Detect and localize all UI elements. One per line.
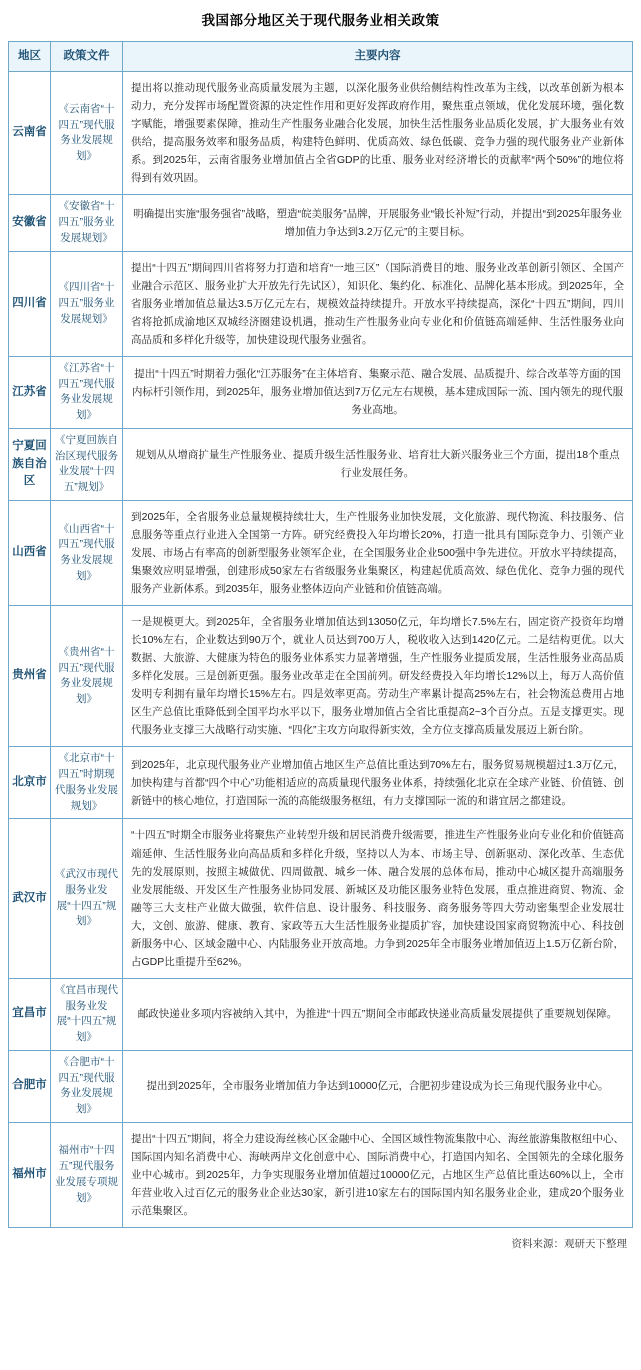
column-header-content: 主要内容 <box>123 41 633 71</box>
cell-content: 到2025年，北京现代服务业产业增加值占地区生产总值比重达到70%左右，服务贸易规模超过1.3万亿元，加快构建与首都“四个中心”功能相适应的高质量现代服务业体系，持续强化北京在全球产业链、价值链、创新链中的核心地位，打造国际一流的高能级服务枢纽，有力支撑国际一流的和谐宜居之都建设。 <box>123 747 633 819</box>
cell-document: 《四川省“十四五”服务业发展规划》 <box>51 251 123 356</box>
cell-region: 江苏省 <box>9 356 51 428</box>
cell-content: 提出到2025年，全市服务业增加值力争达到10000亿元，合肥初步建设成为长三角现代服务业中心。 <box>123 1050 633 1122</box>
table-header-row <box>9 41 633 71</box>
cell-document: 《武汉市现代服务业发展“十四五”规划》 <box>51 819 123 978</box>
cell-region: 宁夏回族自治区 <box>9 428 51 500</box>
cell-content: 提出“十四五”期间，将全力建设海丝核心区金融中心、全国区域性物流集散中心、海丝旅游集散枢纽中心、国际国内知名消费中心、海峡两岸文化创意中心、国际消费中心，打造国内知名、全国领先的全球化服务业中心城市。到2025年，力争实现服务业增加值超过10000亿元，占地区生产总值比重达60%以上，全市年营业收入过百亿元的服务业企业达30家，新引进10家左右的国际国内知名服务业企业，建成20个服务业示范集聚区。 <box>123 1122 633 1227</box>
cell-document: 《北京市“十四五”时期现代服务业发展规划》 <box>51 747 123 819</box>
table-row <box>9 251 633 356</box>
table-row <box>9 195 633 251</box>
table-body <box>9 72 633 1228</box>
page-title: 我国部分地区关于现代服务业相关政策 <box>201 13 440 28</box>
table-row <box>9 978 633 1050</box>
cell-document: 《合肥市“十四五”现代服务业发展规划》 <box>51 1050 123 1122</box>
policy-table <box>8 41 633 1228</box>
source-note: 资料来源：观研天下整理 <box>511 1238 627 1251</box>
table-row <box>9 1122 633 1227</box>
table-row <box>9 428 633 500</box>
table-row <box>9 747 633 819</box>
column-header-region: 地区 <box>9 41 51 71</box>
table-row <box>9 606 633 747</box>
table-row <box>9 819 633 978</box>
cell-region: 福州市 <box>9 1122 51 1227</box>
cell-region: 合肥市 <box>9 1050 51 1122</box>
cell-region: 北京市 <box>9 747 51 819</box>
table-row <box>9 500 633 605</box>
cell-document: 《宁夏回族自治区现代服务业发展“十四五”规划》 <box>51 428 123 500</box>
cell-document: 《云南省“十四五”现代服务业发展规划》 <box>51 72 123 195</box>
table-row <box>9 72 633 195</box>
cell-content: 提出“十四五”期间四川省将努力打造和培育“一地三区”（国际消费目的地、服务业改革创新引领区、全国产业融合示范区、服务业扩大开放先行先试区），知识化、集约化、标准化、品牌化基本形成。到2025年，全省服务业增加值总量达3.5万亿元左右，规模效益持续提升。开放水平持续提高，深化“十四五”期间，四川省将抢抓成渝地区双城经济圈建设机遇，推动生产性服务业向专业化和价值链高端延伸、生活性服务业向高品质和多样化升级等，加快建设现代服务业强省。 <box>123 251 633 356</box>
cell-region: 安徽省 <box>9 195 51 251</box>
table-row <box>9 356 633 428</box>
cell-region: 贵州省 <box>9 606 51 747</box>
cell-document: 《安徽省“十四五”服务业发展规划》 <box>51 195 123 251</box>
table-header <box>9 41 633 71</box>
cell-document: 《山西省“十四五”现代服务业发展规划》 <box>51 500 123 605</box>
table-row <box>9 1050 633 1122</box>
cell-content: 一是规模更大。到2025年，全省服务业增加值达到13050亿元，年均增长7.5%左右，固定资产投资年均增长10%左右，企业数达到90万个，就业人员达到700万人，税收收入达到1420亿元。二是结构更优。以大数据、大旅游、大健康为特色的服务业体系实力显著增强，生产性服务业提质发展，生活性服务业高品质多样化发展。三是创新更强。服务业改革走在全国前列。研发经费投入年均增长12%以上，每万人高价值发明专利拥有量年均增长15%左右。四是效率更高。劳动生产率累计提高25%左右，社会物流总费用占地区生产总值比重降低到全国平均水平以下，服务业增加值占全省比重提高2~3个百分点。五是支撑更实。现代服务业支撑三大战略行动实施、“四化”主攻方向取得新实效，全方位支撑高质量发展迈上新台阶。 <box>123 606 633 747</box>
cell-content: “十四五”时期全市服务业将聚焦产业转型升级和居民消费升级需要，推进生产性服务业向专业化和价值链高端延伸、生活性服务业向高品质和多样化升级，坚持以人为本、市场主导、创新驱动、深化改革、生态优先的发展原则，按照主城做优、四周做靓、城乡一体、融合发展的总体布局，推动中心城区提升高端服务业发展能级、开发区生产性服务业协同发展、新城区及功能区服务业特色发展，重点推进商贸、物流、金融等三大支柱产业做大做强，软件信息、设计服务、科技服务、商务服务等四大劳动密集型企业发展壮大，文创、旅游、健康、教育、家政等五大生活性服务业提质扩容，加快建设国家商贸物流中心、科技创新服务中心、区域金融中心、内陆服务业开放高地。力争到2025年全市服务业增加值迈上1.5万亿新台阶，占GDP比重提升至62%。 <box>123 819 633 978</box>
cell-content: 提出“十四五”时期着力强化“江苏服务”在主体培育、集聚示范、融合发展、品质提升、综合改革等方面的国内标杆引领作用，到2025年，服务业增加值达到7万亿元左右规模，基本建成国际一流、国内领先的现代服务业高地。 <box>123 356 633 428</box>
cell-content: 规划从从增商扩量生产性服务业、提质升级生活性服务业、培育壮大新兴服务业三个方面，提出18个重点行业发展任务。 <box>123 428 633 500</box>
cell-document: 《贵州省“十四五”现代服务业发展规划》 <box>51 606 123 747</box>
cell-content: 明确提出实施“服务强省”战略，塑造“皖美服务”品牌，开展服务业“锻长补短”行动，并提出“到2025年服务业增加值力争达到3.2万亿元”的主要目标。 <box>123 195 633 251</box>
cell-region: 四川省 <box>9 251 51 356</box>
column-header-document: 政策文件 <box>51 41 123 71</box>
cell-document: 《宜昌市现代服务业发展“十四五”规划》 <box>51 978 123 1050</box>
cell-document: 福州市“十四五”现代服务业发展专项规划》 <box>51 1122 123 1227</box>
cell-region: 宜昌市 <box>9 978 51 1050</box>
cell-content: 到2025年，全省服务业总量规模持续壮大，生产性服务业加快发展，文化旅游、现代物流、科技服务、信息服务等重点行业进入全国第一方阵。研究经费投入年均增长20%，打造一批具有国际竞争力、引领产业发展、市场占有率高的创新型服务业领军企业，在全国服务业企业500强中争先进位。开放水平持续提高，集聚效应明显增强，创建形成50家左右省级服务业集聚区，构建起优质高效、绿色优化、竞争力强的现代服务产业新体系。到2035年，服务业整体迈向产业链和价值链高端。 <box>123 500 633 605</box>
cell-region: 武汉市 <box>9 819 51 978</box>
cell-content: 提出将以推动现代服务业高质量发展为主题，以深化服务业供给侧结构性改革为主线，以改革创新为根本动力，充分发挥市场配置资源的决定性作用和更好发挥政府作用，聚焦重点领域，优化发展环境，强化数字赋能，增强要素保障，推动生产性服务业融合化发展，加快生活性服务业品质化发展，扩大服务业有效供给，提高服务效率和服务品质，构建特色鲜明、优质高效、绿色低碳、竞争力强的现代服务业产业新体系。到2025年，云南省服务业增加值占全省GDP的比重、服务业对经济增长的贡献率“两个50%”的地位将得到有效巩固。 <box>123 72 633 195</box>
cell-region: 山西省 <box>9 500 51 605</box>
cell-region: 云南省 <box>9 72 51 195</box>
cell-document: 《江苏省“十四五”现代服务业发展规划》 <box>51 356 123 428</box>
cell-content: 邮政快递业多项内容被纳入其中，为推进“十四五”期间全市邮政快递业高质量发展提供了重要规划保障。 <box>123 978 633 1050</box>
